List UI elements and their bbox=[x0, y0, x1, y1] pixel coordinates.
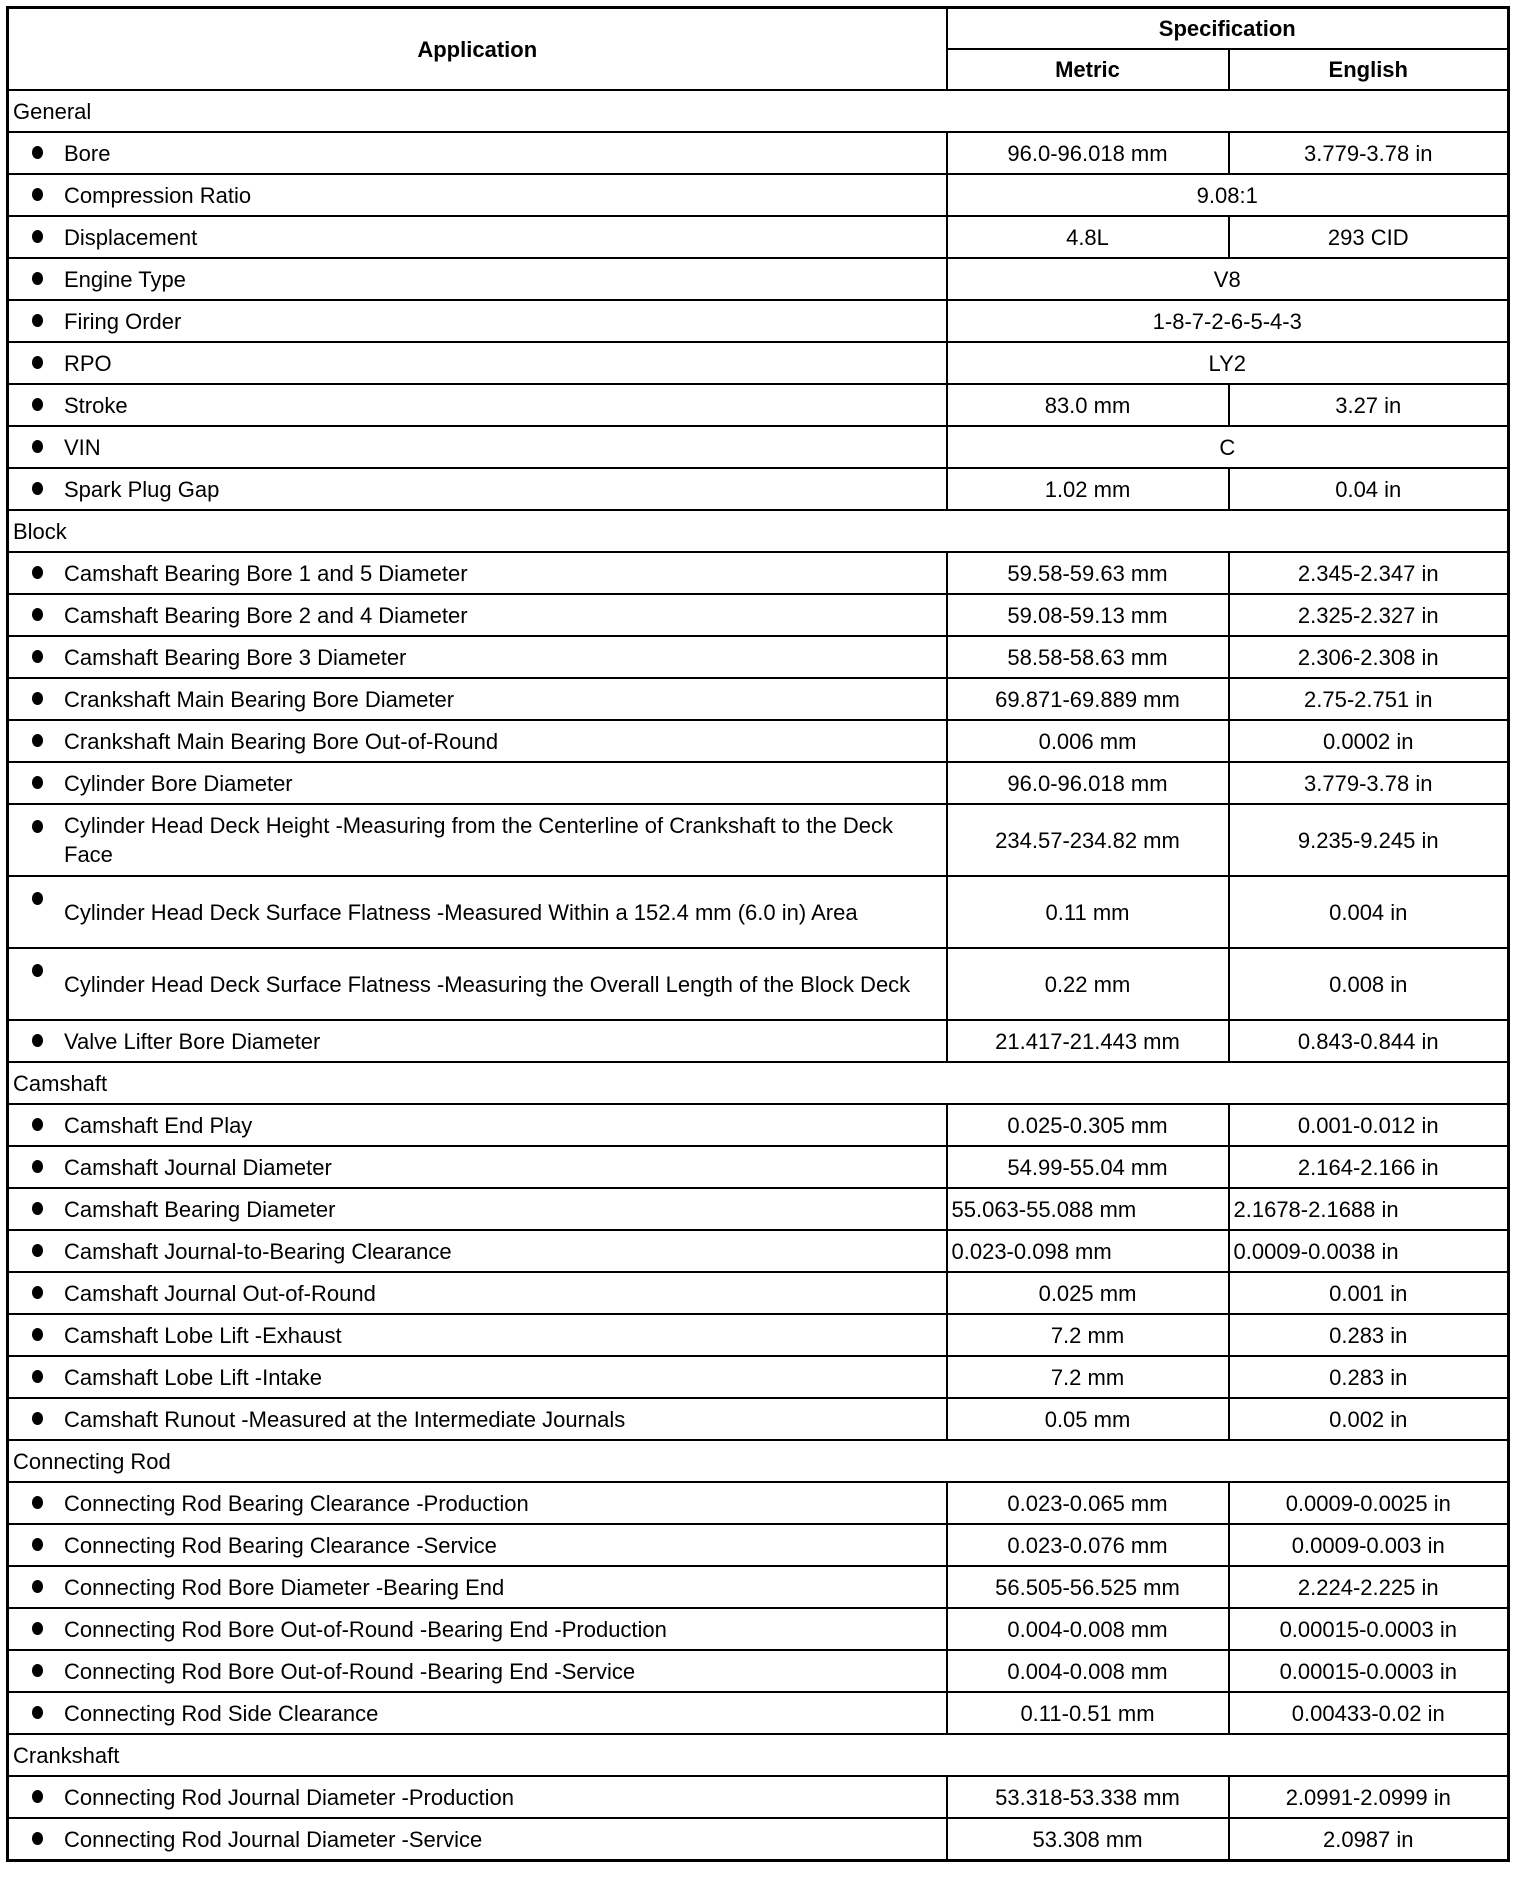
metric-cell: 234.57-234.82 mm bbox=[947, 804, 1229, 876]
bullet-icon bbox=[32, 146, 43, 159]
section-row-general bbox=[8, 90, 1509, 132]
table-row bbox=[8, 1608, 1509, 1650]
bullet-icon bbox=[32, 1244, 43, 1257]
application-label: Connecting Rod Journal Diameter -Production bbox=[64, 1784, 515, 1810]
english-cell: 2.325-2.327 in bbox=[1229, 594, 1509, 636]
english-cell: 0.00015-0.0003 in bbox=[1229, 1650, 1509, 1692]
metric-cell: 0.11 mm bbox=[947, 876, 1229, 948]
english-cell: 0.00015-0.0003 in bbox=[1229, 1608, 1509, 1650]
table-row bbox=[8, 1818, 1509, 1861]
application-label: Connecting Rod Journal Diameter -Service bbox=[64, 1826, 483, 1852]
english-cell: 0.002 in bbox=[1229, 1398, 1509, 1440]
application-cell bbox=[8, 1230, 947, 1272]
application-cell bbox=[8, 132, 947, 174]
application-label: Cylinder Head Deck Surface Flatness -Measuring the Overall Length of the Block Deck bbox=[64, 971, 911, 997]
application-cell bbox=[8, 384, 947, 426]
bullet-icon bbox=[32, 314, 43, 327]
application-label: Connecting Rod Bore Out-of-Round -Bearing End -Production bbox=[64, 1616, 667, 1642]
bullet-icon bbox=[32, 566, 43, 579]
engine-specifications-table bbox=[6, 6, 1510, 1862]
english-cell: 3.779-3.78 in bbox=[1229, 762, 1509, 804]
bullet-icon bbox=[32, 1664, 43, 1677]
english-cell: 0.0009-0.0038 in bbox=[1229, 1230, 1509, 1272]
application-label: Connecting Rod Bore Diameter -Bearing End bbox=[64, 1574, 505, 1600]
bullet-icon bbox=[32, 1328, 43, 1341]
application-cell bbox=[8, 1776, 947, 1818]
english-cell: 0.001 in bbox=[1229, 1272, 1509, 1314]
application-label: Camshaft Lobe Lift -Exhaust bbox=[64, 1322, 342, 1348]
english-cell: 0.004 in bbox=[1229, 876, 1509, 948]
table-row bbox=[8, 1314, 1509, 1356]
table-row bbox=[8, 468, 1509, 510]
table-row bbox=[8, 594, 1509, 636]
section-row-crankshaft bbox=[8, 1734, 1509, 1776]
metric-cell: 0.023-0.098 mm bbox=[947, 1230, 1229, 1272]
bullet-icon bbox=[32, 1496, 43, 1509]
english-cell: 293 CID bbox=[1229, 216, 1509, 258]
bullet-icon bbox=[32, 188, 43, 201]
metric-column-header: Metric bbox=[947, 49, 1229, 90]
application-cell bbox=[8, 1188, 947, 1230]
application-cell bbox=[8, 876, 947, 948]
bullet-icon bbox=[32, 482, 43, 495]
application-label: Bore bbox=[64, 140, 111, 166]
table-row bbox=[8, 552, 1509, 594]
table-row bbox=[8, 1104, 1509, 1146]
metric-cell: 0.004-0.008 mm bbox=[947, 1650, 1229, 1692]
bullet-icon bbox=[32, 892, 43, 905]
table-row bbox=[8, 342, 1509, 384]
table-row bbox=[8, 258, 1509, 300]
english-cell: 0.001-0.012 in bbox=[1229, 1104, 1509, 1146]
bullet-icon bbox=[32, 1790, 43, 1803]
table-row bbox=[8, 1230, 1509, 1272]
english-cell: 2.75-2.751 in bbox=[1229, 678, 1509, 720]
english-cell: 3.779-3.78 in bbox=[1229, 132, 1509, 174]
application-cell bbox=[8, 300, 947, 342]
table-row bbox=[8, 1482, 1509, 1524]
metric-cell: 4.8L bbox=[947, 216, 1229, 258]
table-row bbox=[8, 1566, 1509, 1608]
application-cell bbox=[8, 174, 947, 216]
english-cell: 2.224-2.225 in bbox=[1229, 1566, 1509, 1608]
application-label: Camshaft Journal-to-Bearing Clearance bbox=[64, 1238, 452, 1264]
table-row bbox=[8, 1776, 1509, 1818]
table-row bbox=[8, 876, 1509, 948]
application-cell bbox=[8, 720, 947, 762]
table-row bbox=[8, 1272, 1509, 1314]
table-row bbox=[8, 174, 1509, 216]
application-cell bbox=[8, 426, 947, 468]
application-cell bbox=[8, 678, 947, 720]
table-row bbox=[8, 1146, 1509, 1188]
application-cell bbox=[8, 468, 947, 510]
application-label: Connecting Rod Bearing Clearance -Production bbox=[64, 1490, 529, 1516]
english-cell: 0.0009-0.0025 in bbox=[1229, 1482, 1509, 1524]
section-title: Connecting Rod bbox=[8, 1440, 1509, 1482]
section-row-camshaft bbox=[8, 1062, 1509, 1104]
bullet-icon bbox=[32, 230, 43, 243]
application-cell bbox=[8, 342, 947, 384]
english-cell: 0.008 in bbox=[1229, 948, 1509, 1020]
metric-cell: 1.02 mm bbox=[947, 468, 1229, 510]
english-cell: 9.235-9.245 in bbox=[1229, 804, 1509, 876]
metric-cell: 59.58-59.63 mm bbox=[947, 552, 1229, 594]
application-column-header: Application bbox=[8, 8, 947, 91]
bullet-icon bbox=[32, 356, 43, 369]
application-label: Compression Ratio bbox=[64, 182, 252, 208]
table-row bbox=[8, 762, 1509, 804]
bullet-icon bbox=[32, 734, 43, 747]
application-label: VIN bbox=[64, 434, 101, 460]
application-label: Cylinder Head Deck Surface Flatness -Measured Within a 152.4 mm (6.0 in) Area bbox=[64, 899, 858, 925]
application-label: Camshaft Bearing Diameter bbox=[64, 1196, 336, 1222]
application-cell bbox=[8, 258, 947, 300]
metric-cell: 69.871-69.889 mm bbox=[947, 678, 1229, 720]
english-cell: 2.1678-2.1688 in bbox=[1229, 1188, 1509, 1230]
application-cell bbox=[8, 804, 947, 876]
application-cell bbox=[8, 1398, 947, 1440]
application-cell bbox=[8, 1650, 947, 1692]
section-row-block bbox=[8, 510, 1509, 552]
english-cell: 2.306-2.308 in bbox=[1229, 636, 1509, 678]
metric-cell: 7.2 mm bbox=[947, 1356, 1229, 1398]
bullet-icon bbox=[32, 1706, 43, 1719]
metric-cell: 53.318-53.338 mm bbox=[947, 1776, 1229, 1818]
application-cell bbox=[8, 1020, 947, 1062]
bullet-icon bbox=[32, 440, 43, 453]
section-row-connecting-rod bbox=[8, 1440, 1509, 1482]
section-title: Camshaft bbox=[8, 1062, 1509, 1104]
table-row bbox=[8, 300, 1509, 342]
metric-cell: 58.58-58.63 mm bbox=[947, 636, 1229, 678]
english-column-header: English bbox=[1229, 49, 1509, 90]
application-cell bbox=[8, 1146, 947, 1188]
table-body bbox=[8, 90, 1509, 1861]
application-label: Camshaft Journal Diameter bbox=[64, 1154, 332, 1180]
application-label: Camshaft Bearing Bore 1 and 5 Diameter bbox=[64, 560, 468, 586]
table-header bbox=[8, 8, 1509, 91]
application-label: Connecting Rod Bore Out-of-Round -Bearing End -Service bbox=[64, 1658, 636, 1684]
metric-cell: 54.99-55.04 mm bbox=[947, 1146, 1229, 1188]
application-cell bbox=[8, 636, 947, 678]
application-cell bbox=[8, 1608, 947, 1650]
specification-column-header: Specification bbox=[947, 8, 1509, 50]
metric-cell: 0.05 mm bbox=[947, 1398, 1229, 1440]
application-label: Camshaft Journal Out-of-Round bbox=[64, 1280, 376, 1306]
combined-spec-cell: 1-8-7-2-6-5-4-3 bbox=[947, 300, 1509, 342]
application-label: Camshaft Bearing Bore 2 and 4 Diameter bbox=[64, 602, 468, 628]
application-cell bbox=[8, 216, 947, 258]
bullet-icon bbox=[32, 1832, 43, 1845]
english-cell: 0.04 in bbox=[1229, 468, 1509, 510]
english-cell: 2.0991-2.0999 in bbox=[1229, 1776, 1509, 1818]
english-cell: 0.00433-0.02 in bbox=[1229, 1692, 1509, 1734]
english-cell: 0.0009-0.003 in bbox=[1229, 1524, 1509, 1566]
bullet-icon bbox=[32, 1412, 43, 1425]
application-label: Camshaft Runout -Measured at the Intermediate Journals bbox=[64, 1406, 626, 1432]
bullet-icon bbox=[32, 1622, 43, 1635]
metric-cell: 0.023-0.076 mm bbox=[947, 1524, 1229, 1566]
table-row bbox=[8, 678, 1509, 720]
application-label: Camshaft Lobe Lift -Intake bbox=[64, 1364, 323, 1390]
bullet-icon bbox=[32, 650, 43, 663]
section-title: Crankshaft bbox=[8, 1734, 1509, 1776]
application-label: Connecting Rod Bearing Clearance -Service bbox=[64, 1532, 497, 1558]
combined-spec-cell: 9.08:1 bbox=[947, 174, 1509, 216]
english-cell: 0.843-0.844 in bbox=[1229, 1020, 1509, 1062]
application-label: Cylinder Head Deck Height -Measuring from the Centerline of Crankshaft to the Deck Face bbox=[64, 813, 894, 867]
application-cell bbox=[8, 1104, 947, 1146]
application-label: Firing Order bbox=[64, 308, 182, 334]
table-row bbox=[8, 1692, 1509, 1734]
metric-cell: 0.11-0.51 mm bbox=[947, 1692, 1229, 1734]
table-row bbox=[8, 1398, 1509, 1440]
table-row bbox=[8, 1650, 1509, 1692]
section-title: General bbox=[8, 90, 1509, 132]
table-row bbox=[8, 1524, 1509, 1566]
english-cell: 0.0002 in bbox=[1229, 720, 1509, 762]
table-row bbox=[8, 948, 1509, 1020]
metric-cell: 0.004-0.008 mm bbox=[947, 1608, 1229, 1650]
application-label: Cylinder Bore Diameter bbox=[64, 770, 293, 796]
application-label: Spark Plug Gap bbox=[64, 476, 220, 502]
bullet-icon bbox=[32, 608, 43, 621]
application-cell bbox=[8, 1356, 947, 1398]
application-label: Camshaft Bearing Bore 3 Diameter bbox=[64, 644, 407, 670]
application-cell bbox=[8, 1566, 947, 1608]
table-row bbox=[8, 132, 1509, 174]
application-label: Engine Type bbox=[64, 266, 186, 292]
metric-cell: 7.2 mm bbox=[947, 1314, 1229, 1356]
english-cell: 2.345-2.347 in bbox=[1229, 552, 1509, 594]
bullet-icon bbox=[32, 1286, 43, 1299]
english-cell: 0.283 in bbox=[1229, 1314, 1509, 1356]
english-cell: 2.164-2.166 in bbox=[1229, 1146, 1509, 1188]
english-cell: 3.27 in bbox=[1229, 384, 1509, 426]
metric-cell: 96.0-96.018 mm bbox=[947, 132, 1229, 174]
table-row bbox=[8, 426, 1509, 468]
bullet-icon bbox=[32, 692, 43, 705]
english-cell: 0.283 in bbox=[1229, 1356, 1509, 1398]
bullet-icon bbox=[32, 1538, 43, 1551]
metric-cell: 0.025 mm bbox=[947, 1272, 1229, 1314]
metric-cell: 53.308 mm bbox=[947, 1818, 1229, 1861]
application-label: Valve Lifter Bore Diameter bbox=[64, 1028, 321, 1054]
metric-cell: 59.08-59.13 mm bbox=[947, 594, 1229, 636]
bullet-icon bbox=[32, 776, 43, 789]
table-row bbox=[8, 216, 1509, 258]
bullet-icon bbox=[32, 1034, 43, 1047]
application-label: Camshaft End Play bbox=[64, 1112, 253, 1138]
table-row bbox=[8, 1020, 1509, 1062]
metric-cell: 0.006 mm bbox=[947, 720, 1229, 762]
metric-cell: 0.22 mm bbox=[947, 948, 1229, 1020]
combined-spec-cell: V8 bbox=[947, 258, 1509, 300]
metric-cell: 56.505-56.525 mm bbox=[947, 1566, 1229, 1608]
combined-spec-cell: LY2 bbox=[947, 342, 1509, 384]
metric-cell: 83.0 mm bbox=[947, 384, 1229, 426]
application-cell bbox=[8, 762, 947, 804]
metric-cell: 96.0-96.018 mm bbox=[947, 762, 1229, 804]
section-title: Block bbox=[8, 510, 1509, 552]
bullet-icon bbox=[32, 1202, 43, 1215]
application-label: Stroke bbox=[64, 392, 128, 418]
application-cell bbox=[8, 1818, 947, 1861]
application-cell bbox=[8, 1314, 947, 1356]
bullet-icon bbox=[32, 964, 43, 977]
application-cell bbox=[8, 1482, 947, 1524]
bullet-icon bbox=[32, 1160, 43, 1173]
bullet-icon bbox=[32, 820, 43, 833]
table-row bbox=[8, 384, 1509, 426]
bullet-icon bbox=[32, 1118, 43, 1131]
bullet-icon bbox=[32, 1370, 43, 1383]
application-label: Crankshaft Main Bearing Bore Diameter bbox=[64, 686, 455, 712]
application-label: RPO bbox=[64, 350, 112, 376]
bullet-icon bbox=[32, 272, 43, 285]
table-row bbox=[8, 804, 1509, 876]
application-cell bbox=[8, 948, 947, 1020]
metric-cell: 0.023-0.065 mm bbox=[947, 1482, 1229, 1524]
metric-cell: 21.417-21.443 mm bbox=[947, 1020, 1229, 1062]
metric-cell: 0.025-0.305 mm bbox=[947, 1104, 1229, 1146]
application-cell bbox=[8, 1272, 947, 1314]
table-row bbox=[8, 720, 1509, 762]
application-cell bbox=[8, 1692, 947, 1734]
application-label: Crankshaft Main Bearing Bore Out-of-Round bbox=[64, 728, 499, 754]
application-label: Connecting Rod Side Clearance bbox=[64, 1700, 379, 1726]
english-cell: 2.0987 in bbox=[1229, 1818, 1509, 1861]
table-row bbox=[8, 1188, 1509, 1230]
application-cell bbox=[8, 1524, 947, 1566]
combined-spec-cell: C bbox=[947, 426, 1509, 468]
metric-cell: 55.063-55.088 mm bbox=[947, 1188, 1229, 1230]
application-label: Displacement bbox=[64, 224, 198, 250]
table-row bbox=[8, 1356, 1509, 1398]
application-cell bbox=[8, 552, 947, 594]
application-cell bbox=[8, 594, 947, 636]
bullet-icon bbox=[32, 398, 43, 411]
bullet-icon bbox=[32, 1580, 43, 1593]
table-row bbox=[8, 636, 1509, 678]
